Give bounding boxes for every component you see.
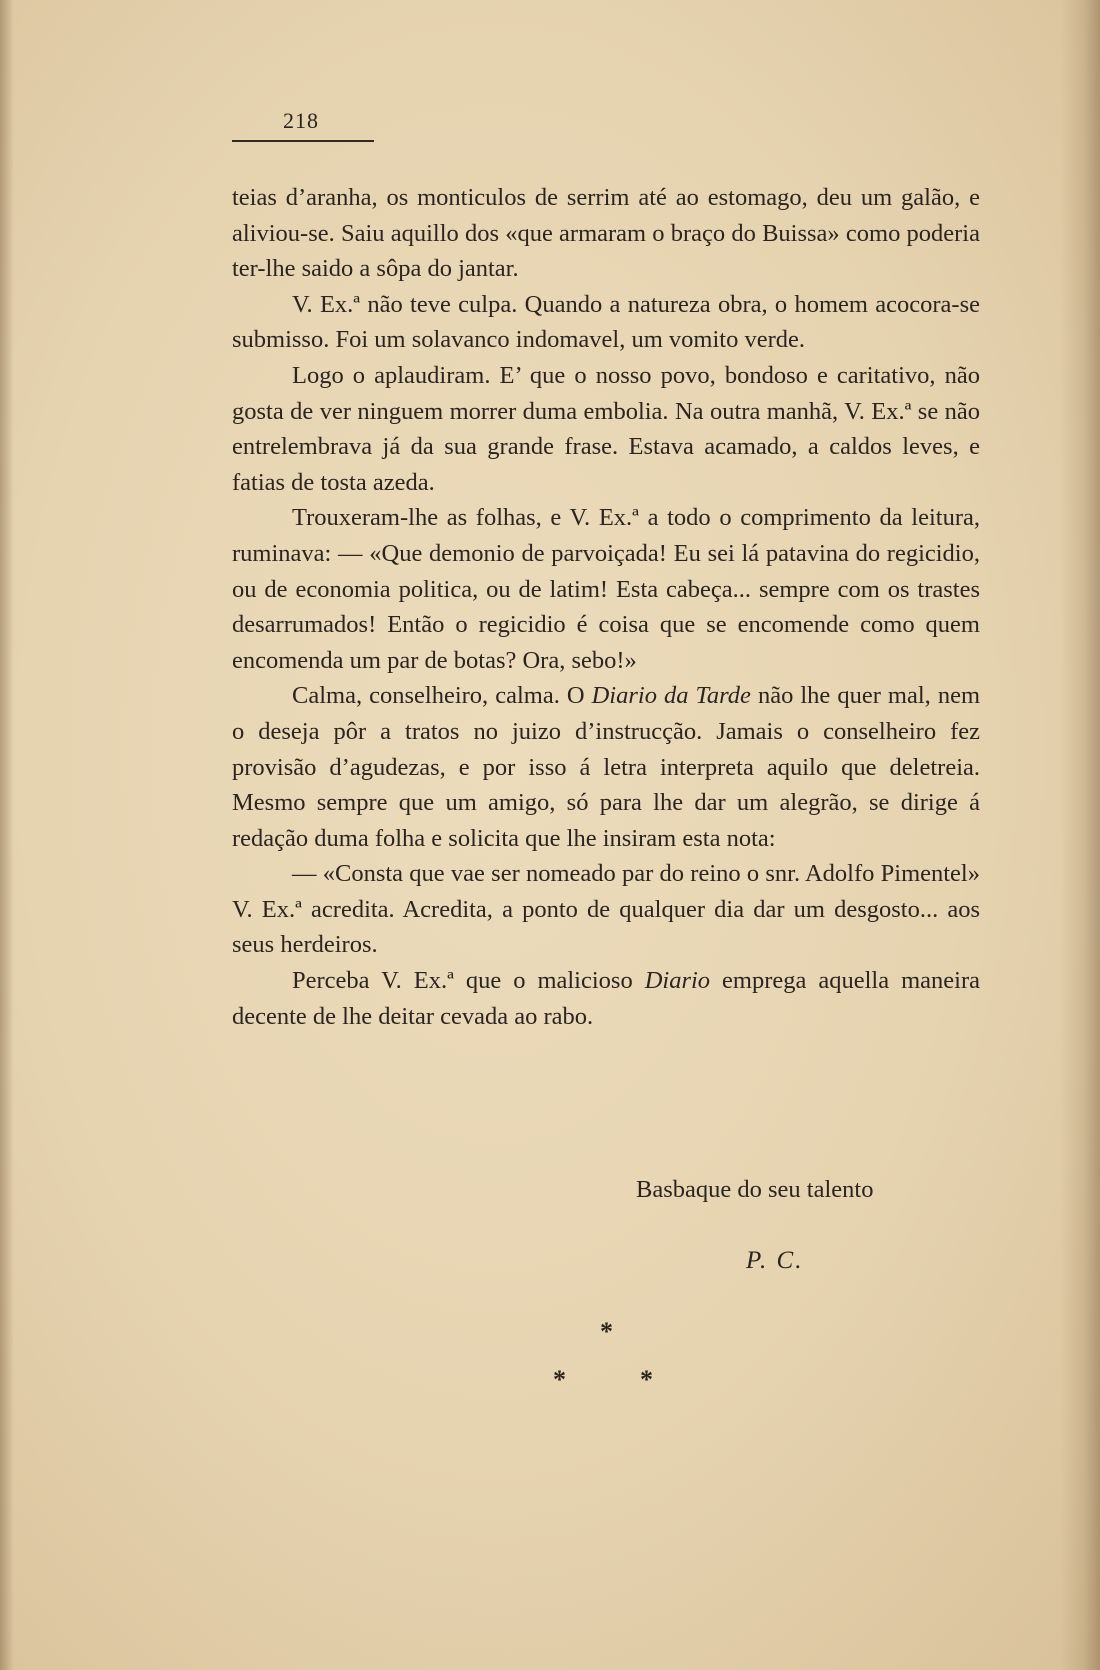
paragraph-5 bbox=[232, 678, 980, 856]
paragraph-7-text-after: emprega aquella maneira decente de lhe deitar cevada ao rabo. bbox=[232, 967, 980, 1030]
paragraph-7 bbox=[232, 963, 980, 1034]
newspaper-title: Diario da Tarde bbox=[591, 682, 751, 710]
page-shadow-left bbox=[0, 0, 14, 1670]
newspaper-title-short: Diario bbox=[644, 967, 711, 995]
page-number: 218 bbox=[283, 108, 319, 133]
asterism-star-bottom-right: * bbox=[640, 1365, 653, 1394]
signature: P. C. bbox=[746, 1247, 804, 1274]
asterism-star-top: * bbox=[600, 1317, 613, 1346]
header-rule bbox=[232, 140, 374, 142]
paragraph-6: — «Consta que vae ser nomeado par do reino o snr. Adolfo Pimentel» V. Ex.ª acredita. Acredita, a ponto de qualquer dia dar um desgosto... aos seus herdeiros. bbox=[232, 860, 980, 959]
paragraph-3: Logo o aplaudiram. E’ que o nosso povo, bondoso e caritativo, não gosta de ver ninguem morrer duma embolia. Na outra manhã, V. Ex.ª se não entrelembrava já da sua grande frase. Estava acamado, a caldos leves, e fatias de tosta azeda. bbox=[232, 361, 980, 496]
paragraph-7-text-before: Perceba V. Ex.ª que o malicioso bbox=[292, 967, 645, 995]
paragraph-2: V. Ex.ª não teve culpa. Quando a natureza obra, o homem acocora-se submisso. Foi um solavanco indomavel, um vomito verde. bbox=[232, 290, 980, 354]
paragraph-1: teias d’aranha, os monticulos de serrim até ao estomago, deu um galão, e aliviou-se. Saiu aquillo dos «que armaram o braço do Buissa» como poderia ter-lhe saido a sôpa do jantar. bbox=[232, 184, 980, 283]
paragraph-5-text-after: não lhe quer mal, nem o deseja pôr a tratos no juizo d’instrucção. Jamais o conselheiro fez provisão d’agudezas, e por isso á letra interpreta aquilo que deletreia. Mesmo sempre que um amigo, só para lhe dar um alegrão, se dirige á redação duma folha e solicita que lhe insiram esta nota: bbox=[232, 682, 981, 852]
paragraph-4: Trouxeram-lhe as folhas, e V. Ex.ª a todo o comprimento da leitura, ruminava: — «Que demonio de parvoiçada! Eu sei lá patavina do regicidio, ou de economia politica, ou de latim! Esta cabeça... sempre com os trastes desarrumados! Então o regicidio é coisa que se encomende como quem encomenda um par de botas? Ora, sebo!» bbox=[232, 504, 980, 674]
asterism-star-bottom-left: * bbox=[553, 1365, 566, 1394]
body-text bbox=[232, 180, 980, 1034]
closing-line: Basbaque do seu talento bbox=[636, 1176, 874, 1203]
paragraph-5-text-before: Calma, conselheiro, calma. O bbox=[292, 682, 592, 710]
page-shadow-right bbox=[1060, 0, 1100, 1670]
